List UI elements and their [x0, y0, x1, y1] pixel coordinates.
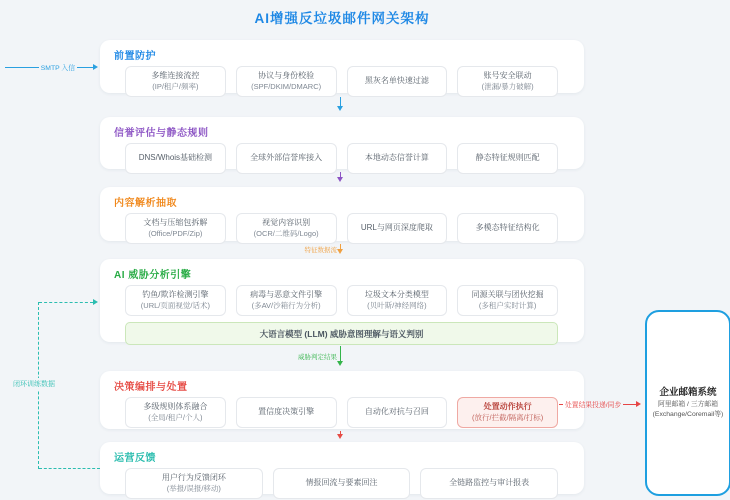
mailbox-title: 企业邮箱系统 — [659, 387, 717, 399]
node-label: DNS/Whois基础检测 — [138, 153, 213, 163]
node-fullchain-monitoring-audit — [420, 468, 558, 499]
section-title: 前置防护 — [114, 51, 156, 62]
node-label: 视觉内容识别 — [262, 218, 311, 228]
node-disposal-action-execute — [457, 397, 558, 428]
section-title: 信誉评估与静态规则 — [114, 128, 209, 139]
arrow-line — [623, 404, 636, 405]
node-visual-content-recognition — [236, 213, 337, 244]
flow-arrow-down-3 — [340, 244, 341, 249]
node-sublabel: (IP/租户/频率) — [152, 81, 199, 91]
node-dns-whois-check — [125, 143, 226, 174]
feedback-loop-line-top — [39, 302, 93, 303]
node-label: 文档与压缩包拆解 — [143, 218, 208, 228]
node-row — [125, 285, 558, 316]
node-label: 用户行为反馈闭环 — [161, 473, 226, 483]
node-multilevel-rule-fusion — [125, 397, 226, 428]
node-row — [125, 66, 558, 97]
disposal-sync-label: 处置结果投递/同步 — [565, 402, 622, 409]
mailbox-platforms: (Exchange/Coremail等) — [652, 410, 724, 418]
node-label: 黑灰名单快速过滤 — [364, 76, 429, 86]
node-url-deep-crawl — [347, 213, 448, 244]
flow-arrow-down-5 — [340, 431, 341, 434]
page-title: AI增强反垃圾邮件网关架构 — [254, 11, 430, 26]
node-sublabel: (贝叶斯/神经网络) — [367, 300, 427, 310]
feedback-loop-line-bottom — [39, 468, 100, 469]
node-multimodal-feature — [457, 213, 558, 244]
feature-stream-label: 特征数据流 — [304, 247, 337, 254]
node-sublabel: (举报/误报/移动) — [166, 483, 221, 493]
node-blacklist-filter — [347, 66, 448, 97]
node-malware-engine — [236, 285, 337, 316]
node-label: 多模态特征结构化 — [475, 223, 540, 233]
feedback-arrow-right-icon — [93, 299, 101, 305]
arrow-right-icon — [636, 401, 644, 407]
node-label: 账号安全联动 — [483, 71, 532, 81]
node-row — [125, 468, 558, 499]
node-sublabel: (放行/拦截/隔离/打标) — [472, 412, 544, 422]
smtp-inbound-arrow — [5, 62, 101, 72]
node-confidence-decision-engine — [236, 397, 337, 428]
node-label: 情报回流与要素回注 — [305, 478, 378, 488]
flow-arrow-down-1 — [340, 97, 341, 106]
node-label: 全链路监控与审计报表 — [449, 478, 530, 488]
feedback-loop-label: 闭环训练数据 — [12, 378, 56, 390]
flow-arrow-down-4 — [340, 346, 341, 361]
section-content-parsing — [100, 187, 584, 241]
arrow-line — [5, 67, 39, 68]
node-intel-backflow — [273, 468, 411, 499]
node-label: 自动化对抗与召回 — [364, 407, 429, 417]
node-label: 本地动态信誉计算 — [364, 153, 429, 163]
node-row — [125, 397, 558, 428]
node-label: URL与网页深度爬取 — [360, 223, 433, 233]
node-doc-archive-unpack — [125, 213, 226, 244]
node-label: 同源关联与团伙挖掘 — [471, 290, 544, 300]
node-sublabel: (多AV/沙箱行为分析) — [251, 300, 321, 310]
node-label: 协议与身份校验 — [258, 71, 315, 81]
node-global-reputation-feed — [236, 143, 337, 174]
node-label: 多级规则体系融合 — [143, 402, 208, 412]
node-label: 垃圾文本分类模型 — [364, 290, 429, 300]
node-account-security — [457, 66, 558, 97]
disposal-sync-arrow — [559, 399, 644, 409]
section-ai-threat-engine — [100, 259, 584, 342]
node-label: 病毒与恶意文件引擎 — [250, 290, 323, 300]
node-sublabel: (URL/页面视觉/话术) — [140, 300, 210, 310]
section-reputation-rules — [100, 117, 584, 169]
node-label: 静态特征规则匹配 — [475, 153, 540, 163]
section-decision-disposal — [100, 371, 584, 429]
node-label: 全球外部信誉库接入 — [250, 153, 323, 163]
node-sublabel: (Office/PDF/Zip) — [148, 228, 203, 238]
node-label: 多维连接流控 — [151, 71, 200, 81]
node-sublabel: (泄漏/暴力破解) — [481, 81, 534, 91]
node-static-rule-match — [457, 143, 558, 174]
node-phishing-detection-engine — [125, 285, 226, 316]
node-spam-text-classifier — [347, 285, 448, 316]
node-sublabel: (SPF/DKIM/DMARC) — [251, 81, 322, 91]
node-sublabel: (多租户实时计算) — [478, 300, 537, 310]
node-local-reputation-compute — [347, 143, 448, 174]
section-title: AI 威胁分析引擎 — [114, 270, 192, 281]
section-title: 运营反馈 — [114, 453, 156, 464]
section-title: 内容解析抽取 — [114, 198, 177, 209]
node-connection-rate-control — [125, 66, 226, 97]
node-row — [125, 143, 558, 174]
node-label: 钓鱼/欺诈检测引擎 — [142, 290, 209, 300]
section-title: 决策编排与处置 — [114, 382, 188, 393]
section-ops-feedback — [100, 442, 584, 494]
node-campaign-correlation — [457, 285, 558, 316]
enterprise-mailbox-system — [645, 310, 730, 496]
section-pre-protection — [100, 40, 584, 93]
node-sublabel: (OCR/二维码/Logo) — [253, 228, 319, 238]
llm-threat-understanding-box: 大语言模型 (LLM) 威胁意图理解与语义判别 — [125, 322, 558, 345]
node-automated-counter-recall — [347, 397, 448, 428]
node-sublabel: (全局/租户/个人) — [148, 412, 203, 422]
node-label: 置信度决策引擎 — [258, 407, 315, 417]
node-user-feedback-loop — [125, 468, 263, 499]
arrow-line — [77, 67, 93, 68]
verdict-result-label: 威胁判定结果 — [298, 354, 337, 361]
node-protocol-identity-check — [236, 66, 337, 97]
mailbox-subtitle: 阿里邮箱 / 三方邮箱 — [657, 401, 719, 409]
node-row — [125, 213, 558, 244]
flow-arrow-down-2 — [340, 172, 341, 177]
smtp-inbound-label: SMTP 入信 — [40, 65, 75, 72]
node-label: 处置动作执行 — [483, 402, 532, 412]
